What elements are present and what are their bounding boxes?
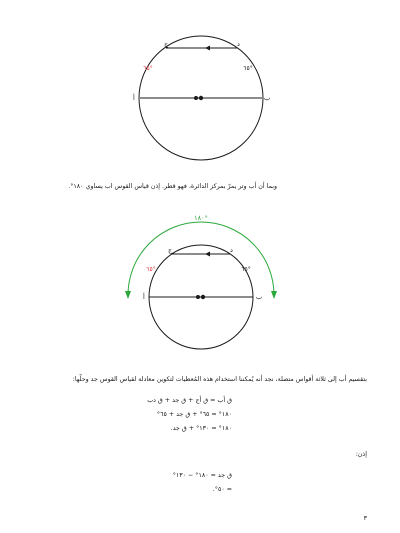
label-d-2: د	[230, 246, 233, 254]
semicircle-arc-180	[128, 222, 274, 295]
result-line-2: = ٥٠°.	[212, 486, 232, 493]
label-b-1: ب	[264, 94, 271, 102]
therefore-text: إذن:	[355, 451, 367, 458]
chord-arrow-1	[205, 46, 210, 51]
label-d-1: د	[237, 40, 240, 48]
diameter-dot-2	[196, 295, 200, 299]
diameter-dot-1	[194, 96, 198, 100]
equation-line-1: ق أب = ق أج + ق جد + ق دب	[147, 397, 232, 404]
equation-line-3: ١٨٠° = ١٣٠° + ق جد.	[170, 425, 232, 432]
label-b-2: ب	[256, 293, 263, 301]
chord-arrow-2	[205, 252, 210, 257]
angle-label-left-1: ٦٥°	[143, 65, 153, 72]
page-number: ٣	[363, 515, 367, 522]
partition-explanation-text: بتقسيم أب إلى ثلاثة أقواس متصلة، نجد أنه يُمكننا استخدام هذه المُعطيات لتكوين معادلة لقياس القوس جد وحلّها:	[72, 376, 367, 383]
arc-label-180: ١٨٠°	[194, 214, 208, 222]
result-line-1: ق جد = ١٨٠° − ١٣٠°	[172, 472, 232, 479]
angle-label-left-2: ٦٥°	[146, 266, 156, 273]
arc-arrowhead-right	[271, 291, 277, 299]
label-a-2: أ	[143, 293, 145, 301]
angle-label-right-2: ٦٥°	[241, 266, 251, 273]
center-point-1	[199, 96, 203, 100]
label-c-2: ج	[168, 246, 173, 254]
diameter-explanation-text: وبما أن أب وتر يمرّ بمركز الدائرة، فهو قطر. إذن قياس القوس اب يساوي ١٨٠°.	[68, 183, 277, 190]
angle-label-right-1: ٦٥°	[243, 65, 253, 72]
arc-arrowhead-left	[125, 291, 131, 299]
label-a-1: أ	[133, 94, 135, 102]
center-point-2	[201, 295, 205, 299]
label-c-1: ج	[164, 40, 169, 48]
figure-1-circle-diagram	[0, 0, 400, 170]
figure-2-circle-diagram	[0, 205, 400, 370]
equation-line-2: ١٨٠° = ٦٥° + ق جد + ٦٥°	[156, 411, 232, 418]
